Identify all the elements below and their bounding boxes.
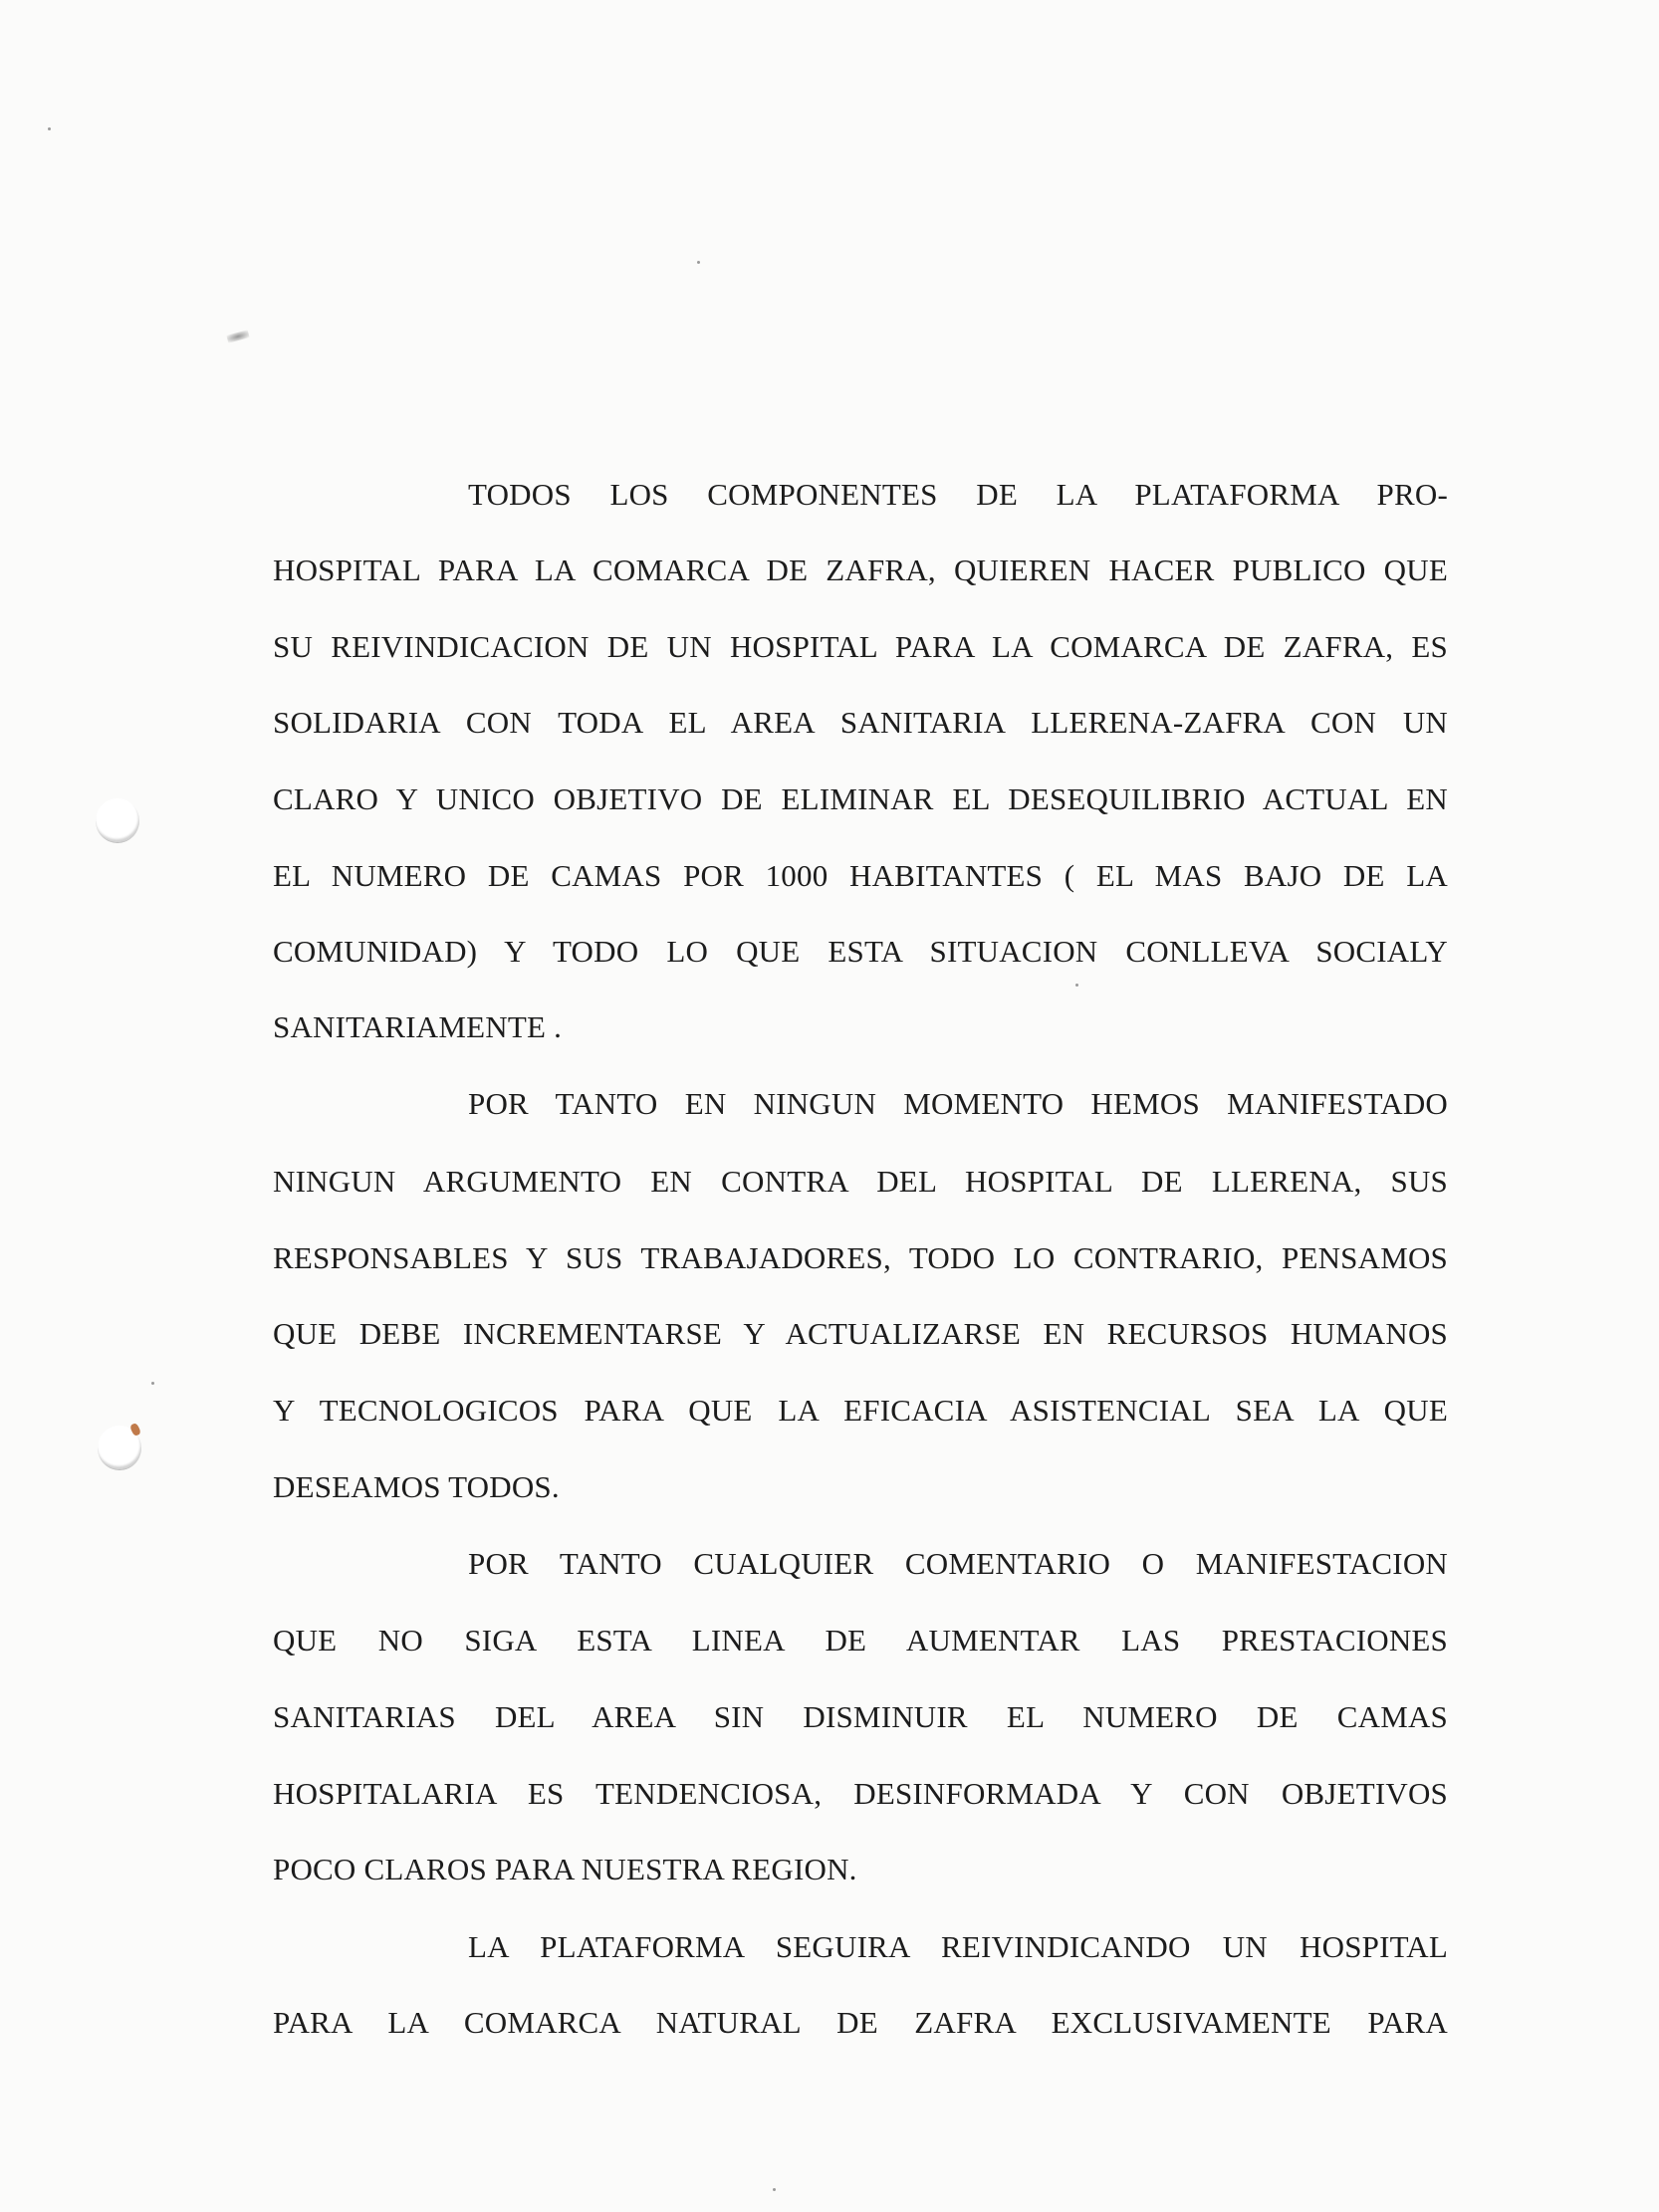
paragraph-1-line-1: TODOS LOS COMPONENTES DE LA PLATAFORMA PRO- <box>468 477 1448 512</box>
paragraph-2-line-4: QUE DEBE INCREMENTARSE Y ACTUALIZARSE EN RECURSOS HUMANOS <box>273 1316 1448 1351</box>
scan-speck <box>151 1382 154 1385</box>
paragraph-2-line-5: Y TECNOLOGICOS PARA QUE LA EFICACIA ASISTENCIAL SEA LA QUE <box>273 1393 1448 1428</box>
paragraph-1-line-2: HOSPITAL PARA LA COMARCA DE ZAFRA, QUIEREN HACER PUBLICO QUE <box>273 553 1448 587</box>
paragraph-1-line-8: SANITARIAMENTE . <box>273 1009 563 1044</box>
paragraph-3-line-1: POR TANTO CUALQUIER COMENTARIO O MANIFESTACION <box>468 1546 1448 1581</box>
paragraph-3-line-3: SANITARIAS DEL AREA SIN DISMINUIR EL NUMERO DE CAMAS <box>273 1699 1448 1734</box>
scan-speck <box>1075 984 1078 987</box>
paragraph-1-line-4: SOLIDARIA CON TODA EL AREA SANITARIA LLERENA-ZAFRA CON UN <box>273 705 1448 740</box>
paragraph-1-line-6: EL NUMERO DE CAMAS POR 1000 HABITANTES ( EL MAS BAJO DE LA <box>273 858 1448 893</box>
scan-smudge <box>226 330 249 342</box>
paragraph-2-line-3: RESPONSABLES Y SUS TRABAJADORES, TODO LO CONTRARIO, PENSAMOS <box>273 1240 1448 1275</box>
paragraph-4-line-2: PARA LA COMARCA NATURAL DE ZAFRA EXCLUSIVAMENTE PARA <box>273 2005 1448 2040</box>
paragraph-1-line-3: SU REIVINDICACION DE UN HOSPITAL PARA LA COMARCA DE ZAFRA, ES <box>273 629 1448 664</box>
paragraph-3-line-2: QUE NO SIGA ESTA LINEA DE AUMENTAR LAS PRESTACIONES <box>273 1623 1448 1658</box>
scan-speck <box>697 261 700 264</box>
paragraph-1-line-5: CLARO Y UNICO OBJETIVO DE ELIMINAR EL DESEQUILIBRIO ACTUAL EN <box>273 781 1448 816</box>
scan-speck <box>48 127 51 130</box>
paragraph-3-line-4: HOSPITALARIA ES TENDENCIOSA, DESINFORMADA Y CON OBJETIVOS <box>273 1776 1448 1811</box>
paragraph-2-line-2: NINGUN ARGUMENTO EN CONTRA DEL HOSPITAL DE LLERENA, SUS <box>273 1164 1448 1199</box>
paragraph-4-line-1: LA PLATAFORMA SEGUIRA REIVINDICANDO UN HOSPITAL <box>468 1929 1448 1964</box>
punch-hole-top <box>96 798 139 843</box>
scan-speck <box>773 2188 776 2191</box>
paragraph-1-line-7: COMUNIDAD) Y TODO LO QUE ESTA SITUACION CONLLEVA SOCIALY <box>273 934 1448 969</box>
paragraph-2-line-1: POR TANTO EN NINGUN MOMENTO HEMOS MANIFESTADO <box>468 1086 1448 1121</box>
paragraph-3-line-5: POCO CLAROS PARA NUESTRA REGION. <box>273 1852 857 1886</box>
paragraph-2-line-6: DESEAMOS TODOS. <box>273 1469 560 1504</box>
